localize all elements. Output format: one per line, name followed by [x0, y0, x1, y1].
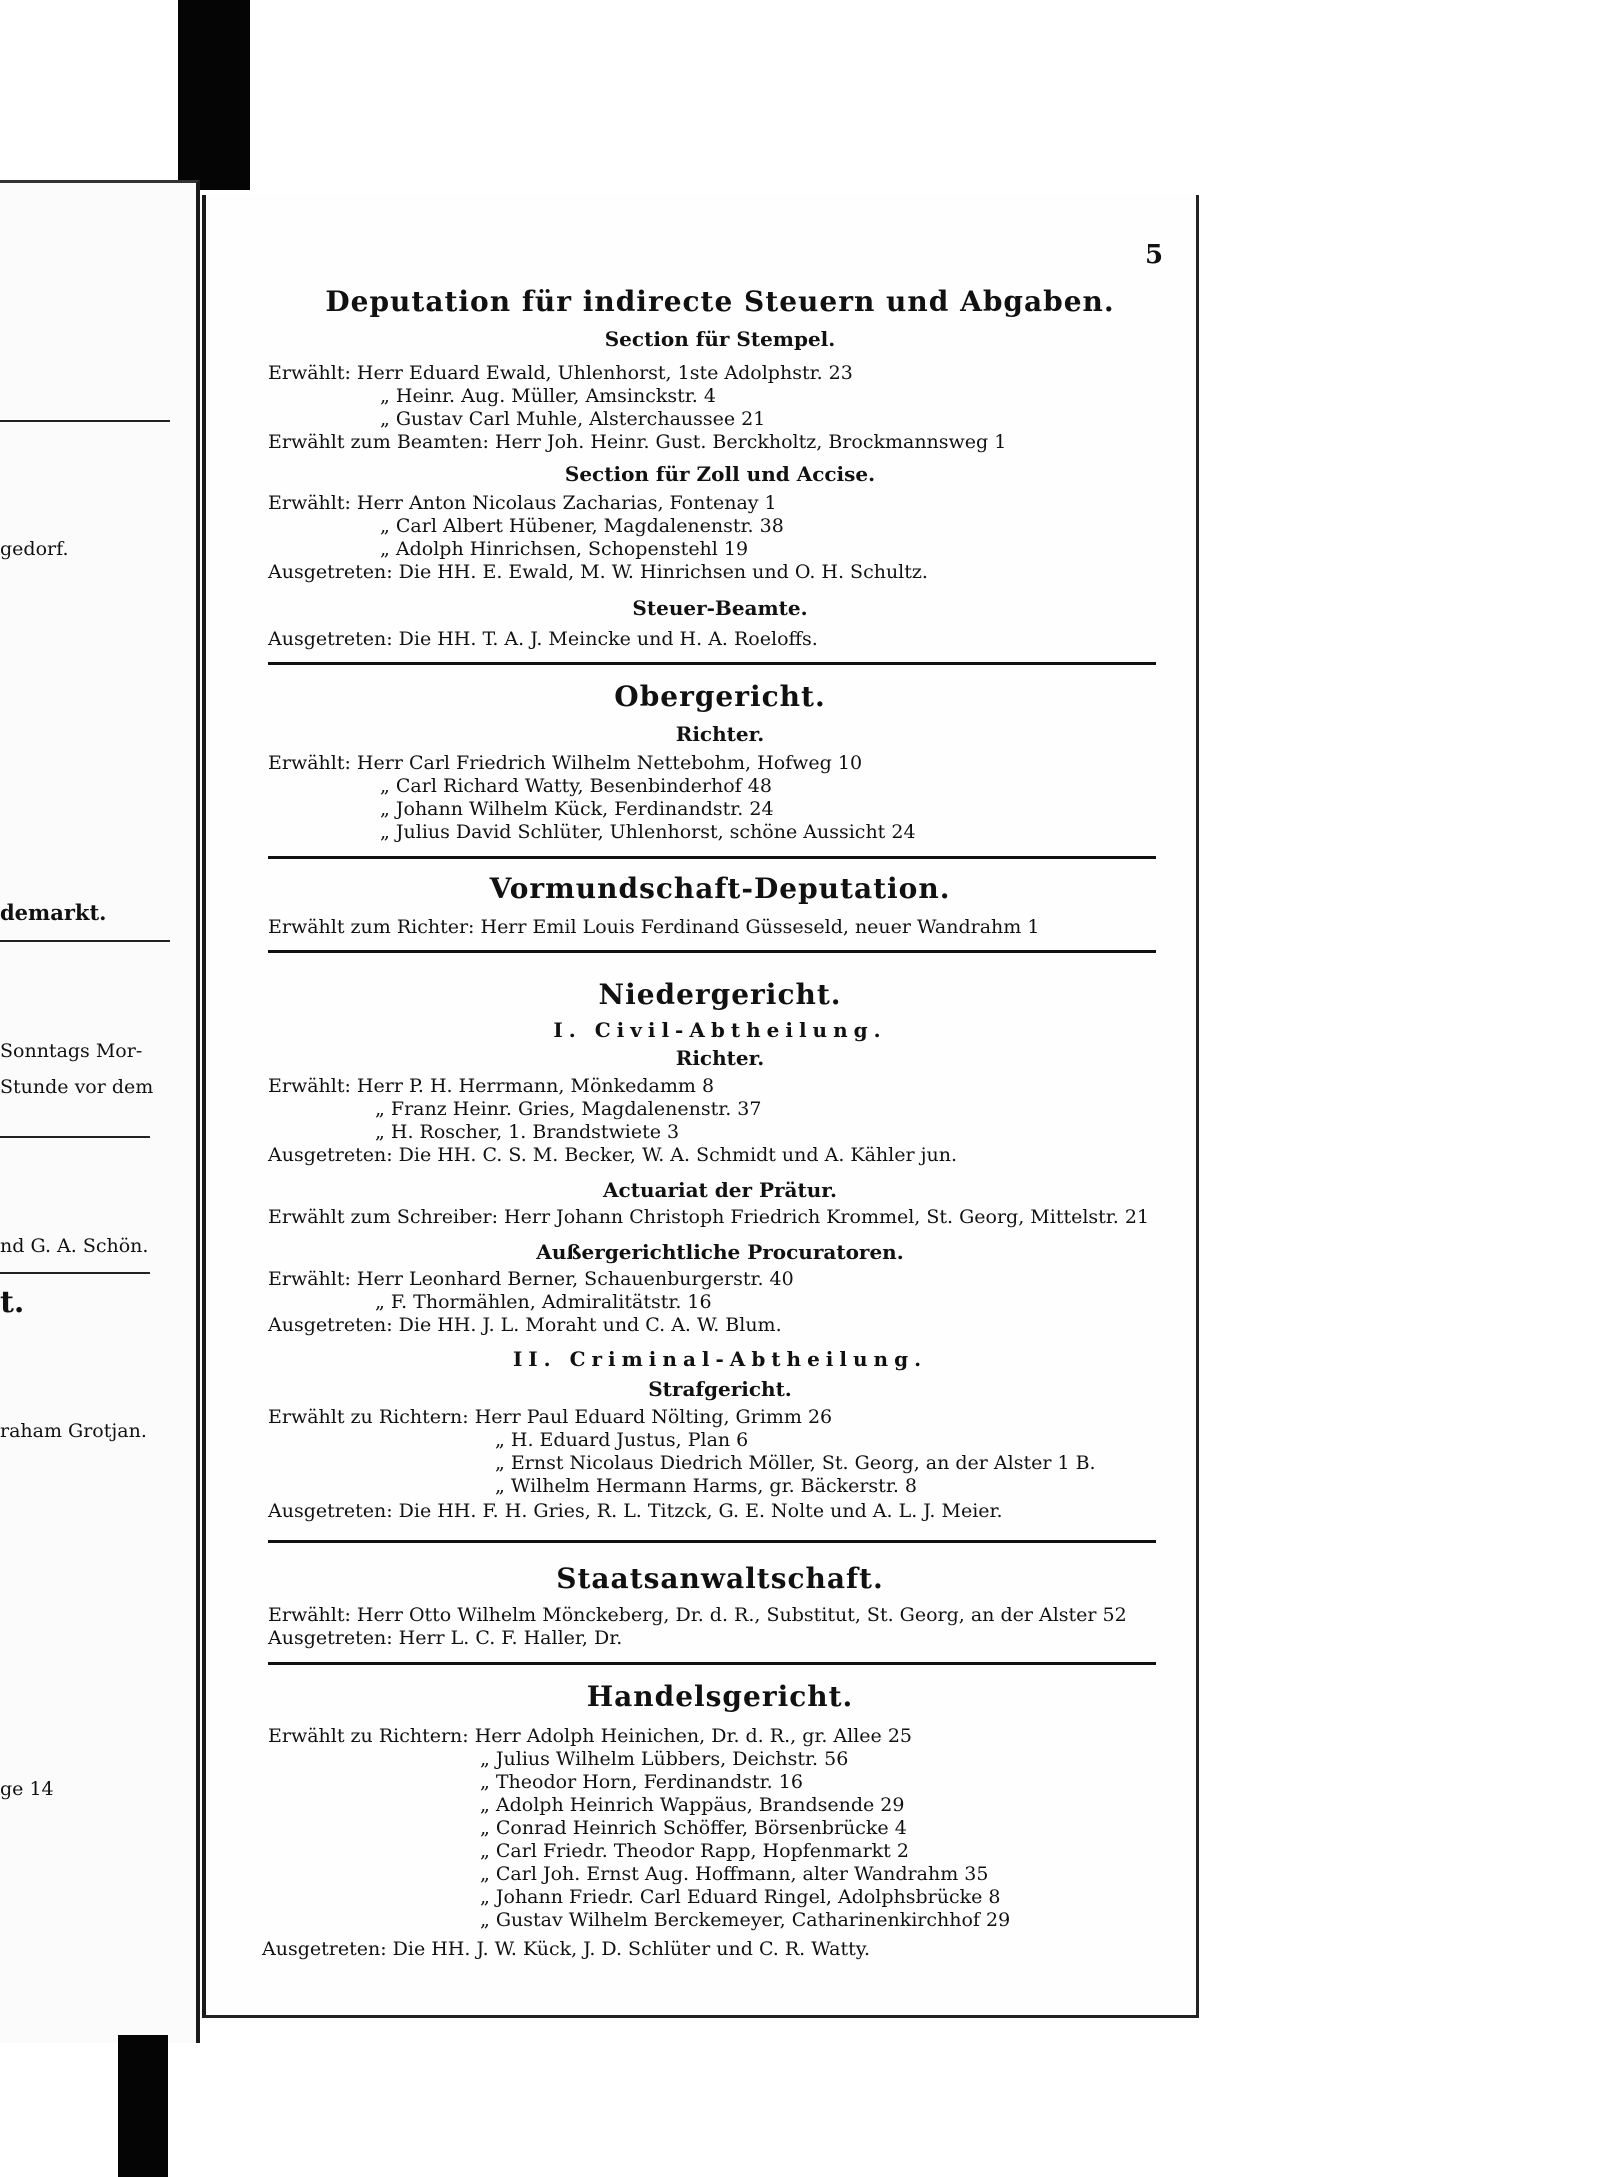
- entry-line: „ Johann Friedr. Carl Eduard Ringel, Adolphsbrücke 8: [480, 1886, 1001, 1908]
- entry-line: Erwählt: Herr Carl Friedrich Wilhelm Nettebohm, Hofweg 10: [268, 752, 863, 774]
- entry-line: „ Adolph Heinrich Wappäus, Brandsende 29: [480, 1794, 905, 1816]
- entry-line: Erwählt: Herr Leonhard Berner, Schauenburgerstr. 40: [268, 1268, 794, 1290]
- subsection-title-steuer: Steuer-Beamte.: [632, 596, 808, 620]
- subsection-title-criminal: II. Criminal-Abtheilung.: [512, 1347, 928, 1371]
- entry-line: Ausgetreten: Herr L. C. F. Haller, Dr.: [268, 1627, 623, 1649]
- book-spine-bottom: [118, 2035, 168, 2177]
- entry-line: „ Conrad Heinrich Schöffer, Börsenbrücke 4: [480, 1817, 907, 1839]
- left-rule: [0, 1136, 150, 1138]
- entry-line: Erwählt zum Richter: Herr Emil Louis Ferdinand Güsseseld, neuer Wandrahm 1: [268, 916, 1040, 938]
- entry-line: Ausgetreten: Die HH. J. L. Moraht und C. A. W. Blum.: [268, 1314, 782, 1336]
- entry-line: „ Carl Albert Hübener, Magdalenenstr. 38: [380, 515, 784, 537]
- entry-line: Ausgetreten: Die HH. F. H. Gries, R. L. Titzck, G. E. Nolte und A. L. J. Meier.: [268, 1500, 1003, 1522]
- entry-line: „ Ernst Nicolaus Diedrich Möller, St. Georg, an der Alster 1 B.: [495, 1452, 1096, 1474]
- section-divider: [268, 950, 1156, 953]
- section-title-deputation: Deputation für indirecte Steuern und Abgaben.: [325, 285, 1115, 318]
- entry-line: „ Wilhelm Hermann Harms, gr. Bäckerstr. 8: [495, 1475, 917, 1497]
- entry-line: „ Theodor Horn, Ferdinandstr. 16: [480, 1771, 803, 1793]
- entry-line: „ Franz Heinr. Gries, Magdalenenstr. 37: [375, 1098, 762, 1120]
- section-title-staatsanwaltschaft: Staatsanwaltschaft.: [556, 1562, 884, 1595]
- entry-line: Erwählt zum Beamten: Herr Joh. Heinr. Gust. Berckholtz, Brockmannsweg 1: [268, 431, 1007, 453]
- entry-line: Erwählt: Herr Eduard Ewald, Uhlenhorst, 1ste Adolphstr. 23: [268, 362, 853, 384]
- entry-line: Erwählt: Herr Otto Wilhelm Mönckeberg, Dr. d. R., Substitut, St. Georg, an der Alster 52: [268, 1604, 1127, 1626]
- left-rule: [0, 940, 170, 942]
- entry-line: „ Carl Richard Watty, Besenbinderhof 48: [380, 775, 772, 797]
- left-fragment: gedorf.: [0, 538, 69, 560]
- left-rule: [0, 420, 170, 422]
- subsection-title-actuariat: Actuariat der Prätur.: [603, 1178, 837, 1202]
- entry-line: „ Adolph Hinrichsen, Schopenstehl 19: [380, 538, 749, 560]
- left-rule: [0, 1272, 150, 1274]
- entry-line: „ Gustav Carl Muhle, Alsterchaussee 21: [380, 408, 766, 430]
- entry-line: „ Heinr. Aug. Müller, Amsinckstr. 4: [380, 385, 716, 407]
- entry-line: Ausgetreten: Die HH. E. Ewald, M. W. Hinrichsen und O. H. Schultz.: [268, 561, 928, 583]
- entry-line: Erwählt: Herr Anton Nicolaus Zacharias, Fontenay 1: [268, 492, 777, 514]
- entry-line: „ F. Thormählen, Admiralitätstr. 16: [375, 1291, 712, 1313]
- entry-line: „ Gustav Wilhelm Berckemeyer, Catharinenkirchhof 29: [480, 1909, 1011, 1931]
- book-spine-top: [178, 0, 250, 190]
- section-title-handelsgericht: Handelsgericht.: [586, 1680, 854, 1713]
- left-fragment: t.: [0, 1285, 25, 1320]
- section-title-niedergericht: Niedergericht.: [598, 978, 842, 1011]
- section-divider: [268, 856, 1156, 859]
- entry-line: Erwählt: Herr P. H. Herrmann, Mönkedamm 8: [268, 1075, 715, 1097]
- subsection-title-richter: Richter.: [675, 722, 765, 746]
- left-fragment: demarkt.: [0, 900, 107, 925]
- subsection-title-stempel: Section für Stempel.: [604, 327, 836, 351]
- page-number: 5: [1145, 240, 1164, 270]
- left-fragment: ge 14: [0, 1778, 54, 1800]
- section-title-obergericht: Obergericht.: [614, 680, 826, 713]
- entry-line: „ Julius David Schlüter, Uhlenhorst, schöne Aussicht 24: [380, 821, 916, 843]
- subsection-title-civil: I. Civil-Abtheilung.: [553, 1018, 887, 1042]
- entry-line: Ausgetreten: Die HH. J. W. Kück, J. D. Schlüter und C. R. Watty.: [262, 1938, 870, 1960]
- entry-line: Ausgetreten: Die HH. C. S. M. Becker, W. A. Schmidt und A. Kähler jun.: [268, 1144, 958, 1166]
- entry-line: Erwählt zu Richtern: Herr Paul Eduard Nölting, Grimm 26: [268, 1406, 833, 1428]
- left-fragment: raham Grotjan.: [0, 1420, 147, 1442]
- section-title-vormundschaft: Vormundschaft-Deputation.: [489, 872, 951, 905]
- entry-line: „ H. Roscher, 1. Brandstwiete 3: [375, 1121, 680, 1143]
- left-fragment: Sonntags Mor-: [0, 1040, 143, 1062]
- subsection-title-zoll: Section für Zoll und Accise.: [564, 462, 876, 486]
- entry-line: „ Johann Wilhelm Kück, Ferdinandstr. 24: [380, 798, 774, 820]
- entry-line: Ausgetreten: Die HH. T. A. J. Meincke und H. A. Roeloffs.: [268, 628, 818, 650]
- entry-line: „ H. Eduard Justus, Plan 6: [495, 1429, 749, 1451]
- entry-line: Erwählt zum Schreiber: Herr Johann Christoph Friedrich Krommel, St. Georg, Mittelstr. 21: [268, 1206, 1150, 1228]
- entry-line: „ Carl Joh. Ernst Aug. Hoffmann, alter Wandrahm 35: [480, 1863, 989, 1885]
- section-divider: [268, 1662, 1156, 1665]
- entry-line: „ Carl Friedr. Theodor Rapp, Hopfenmarkt 2: [480, 1840, 909, 1862]
- subsection-title-strafgericht: Strafgericht.: [648, 1377, 792, 1401]
- left-page: [0, 180, 200, 2043]
- entry-line: „ Julius Wilhelm Lübbers, Deichstr. 56: [480, 1748, 849, 1770]
- entry-line: Erwählt zu Richtern: Herr Adolph Heinichen, Dr. d. R., gr. Allee 25: [268, 1725, 913, 1747]
- section-divider: [268, 1540, 1156, 1543]
- subsection-title-procuratoren: Außergerichtliche Procuratoren.: [536, 1240, 904, 1264]
- subsection-title-richter: Richter.: [675, 1046, 765, 1070]
- section-divider: [268, 662, 1156, 665]
- left-fragment: nd G. A. Schön.: [0, 1235, 149, 1257]
- left-fragment: Stunde vor dem: [0, 1076, 154, 1098]
